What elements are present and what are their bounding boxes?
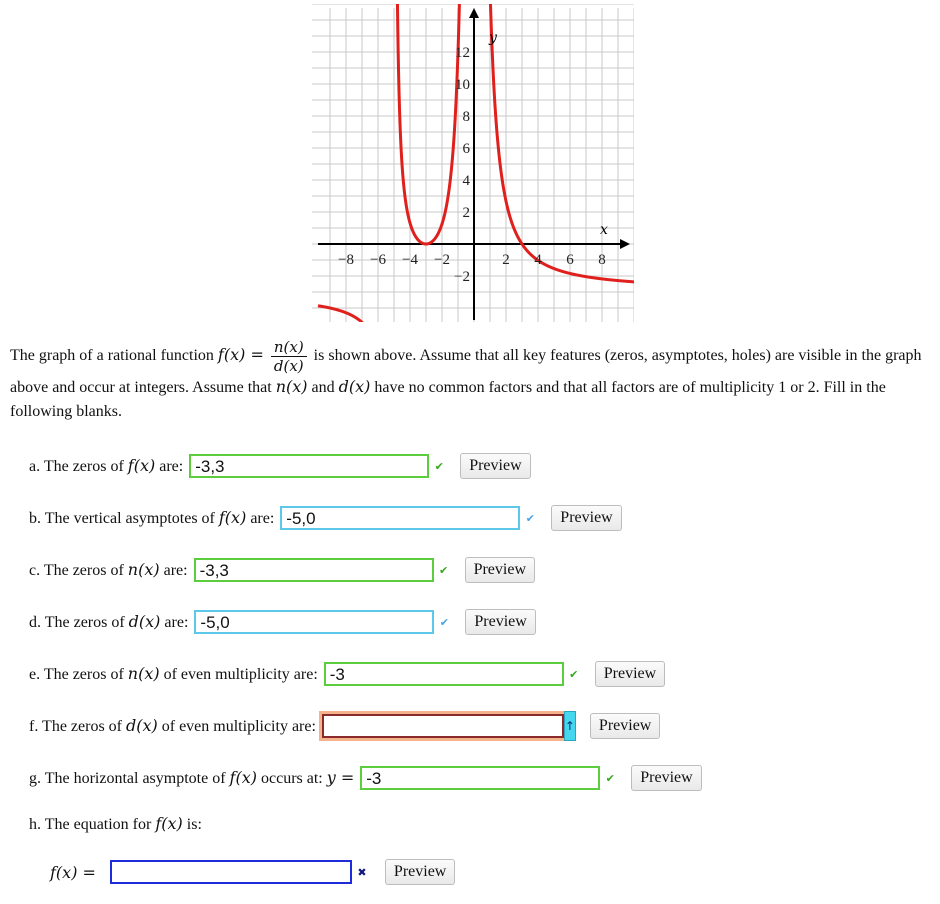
curve-middle-branch <box>397 4 460 244</box>
question-a: a. The zeros of f(x) are: -3,3 ✔ Preview <box>29 453 531 479</box>
checkmark-blue-icon: ✔ <box>525 511 535 525</box>
x-tick-label: 2 <box>502 252 510 268</box>
y-axis-label: y <box>489 30 497 46</box>
preview-button-c[interactable]: Preview <box>465 557 535 583</box>
intro-text-2: is shown above. Assume that all key features (zeros, asymptotes, holes) are visible in the graph above and occur at integers. Assume that <box>10 347 922 396</box>
fraction-denominator: d(x) <box>273 357 304 375</box>
question-h: h. The equation for f(x) is: <box>29 814 202 833</box>
x-axis-arrow <box>620 239 630 249</box>
preview-button-b[interactable]: Preview <box>551 505 621 531</box>
preview-button-a[interactable]: Preview <box>460 453 530 479</box>
preview-button-g[interactable]: Preview <box>631 765 701 791</box>
y-tick-label: 6 <box>462 141 470 157</box>
answer-c-input[interactable]: -3,3 <box>194 558 434 582</box>
intro-and: and <box>311 379 335 396</box>
equation-input[interactable] <box>110 860 352 884</box>
x-tick-label: 6 <box>566 252 574 268</box>
question-b: b. The vertical asymptotes of f(x) are: -5,0 ✔ Preview <box>29 505 622 531</box>
y-tick-label: 10 <box>455 77 470 93</box>
x-icon: ✖ <box>357 865 367 879</box>
x-axis-label: x <box>600 222 608 238</box>
n-of-x: n(x) <box>275 377 308 396</box>
problem-statement <box>10 338 930 424</box>
answer-e-input[interactable]: -3 <box>324 662 564 686</box>
fraction-numerator: n(x) <box>271 338 307 357</box>
answer-d-input[interactable]: -5,0 <box>194 610 434 634</box>
f-of-x: f(x) = <box>217 345 264 365</box>
preview-button-e[interactable]: Preview <box>595 661 665 687</box>
fraction <box>271 338 307 375</box>
y-tick-label: 2 <box>462 205 470 221</box>
preview-button-f[interactable]: Preview <box>590 713 660 739</box>
y-tick-label: 4 <box>462 173 470 189</box>
question-e: e. The zeros of n(x) of even multiplicity are: -3 ✔ Preview <box>29 661 665 687</box>
intro-text-3: have no common factors and that all factors are of multiplicity 1 or 2. Fill in the following blanks. <box>10 379 886 420</box>
x-tick-label: −4 <box>402 252 418 268</box>
curve-right-branch <box>489 4 634 282</box>
x-tick-label: 8 <box>598 252 606 268</box>
y-tick-label: −2 <box>454 269 470 285</box>
equation-row <box>50 859 455 885</box>
check-icon: ✔ <box>434 459 444 473</box>
check-icon: ✔ <box>605 771 615 785</box>
question-c: c. The zeros of n(x) are: -3,3 ✔ Preview <box>29 557 535 583</box>
up-arrow-icon: ↑ <box>564 711 576 741</box>
question-d: d. The zeros of d(x) are: -5,0 ✔ Preview <box>29 609 536 635</box>
answer-f-input[interactable] <box>322 714 564 738</box>
intro-text-1: The graph of a rational function <box>10 347 214 365</box>
y-tick-label: 8 <box>462 109 470 125</box>
x-tick-label: 4 <box>534 252 542 268</box>
y-tick-label: 12 <box>455 45 470 61</box>
x-tick-label: −6 <box>370 252 386 268</box>
rational-function-graph <box>312 4 634 322</box>
x-tick-label: −8 <box>338 252 354 268</box>
check-icon: ✔ <box>438 563 449 577</box>
question-f: f. The zeros of d(x) of even multiplicity are: ↑ Preview <box>29 713 660 739</box>
x-tick-label: −2 <box>434 252 450 268</box>
checkmark-blue-icon: ✔ <box>439 615 450 629</box>
answer-b-input[interactable]: -5,0 <box>280 506 520 530</box>
d-of-x: d(x) <box>338 377 371 396</box>
preview-button-equation[interactable]: Preview <box>385 859 455 885</box>
y-axis-arrow <box>469 8 479 18</box>
question-g: g. The horizontal asymptote of f(x) occurs at: y = -3 ✔ Preview <box>29 765 702 791</box>
preview-button-d[interactable]: Preview <box>465 609 535 635</box>
check-icon: ✔ <box>569 667 579 681</box>
equation-lhs: f(x) = <box>50 862 96 882</box>
answer-a-input[interactable]: -3,3 <box>189 454 429 478</box>
answer-g-input[interactable]: -3 <box>360 766 600 790</box>
